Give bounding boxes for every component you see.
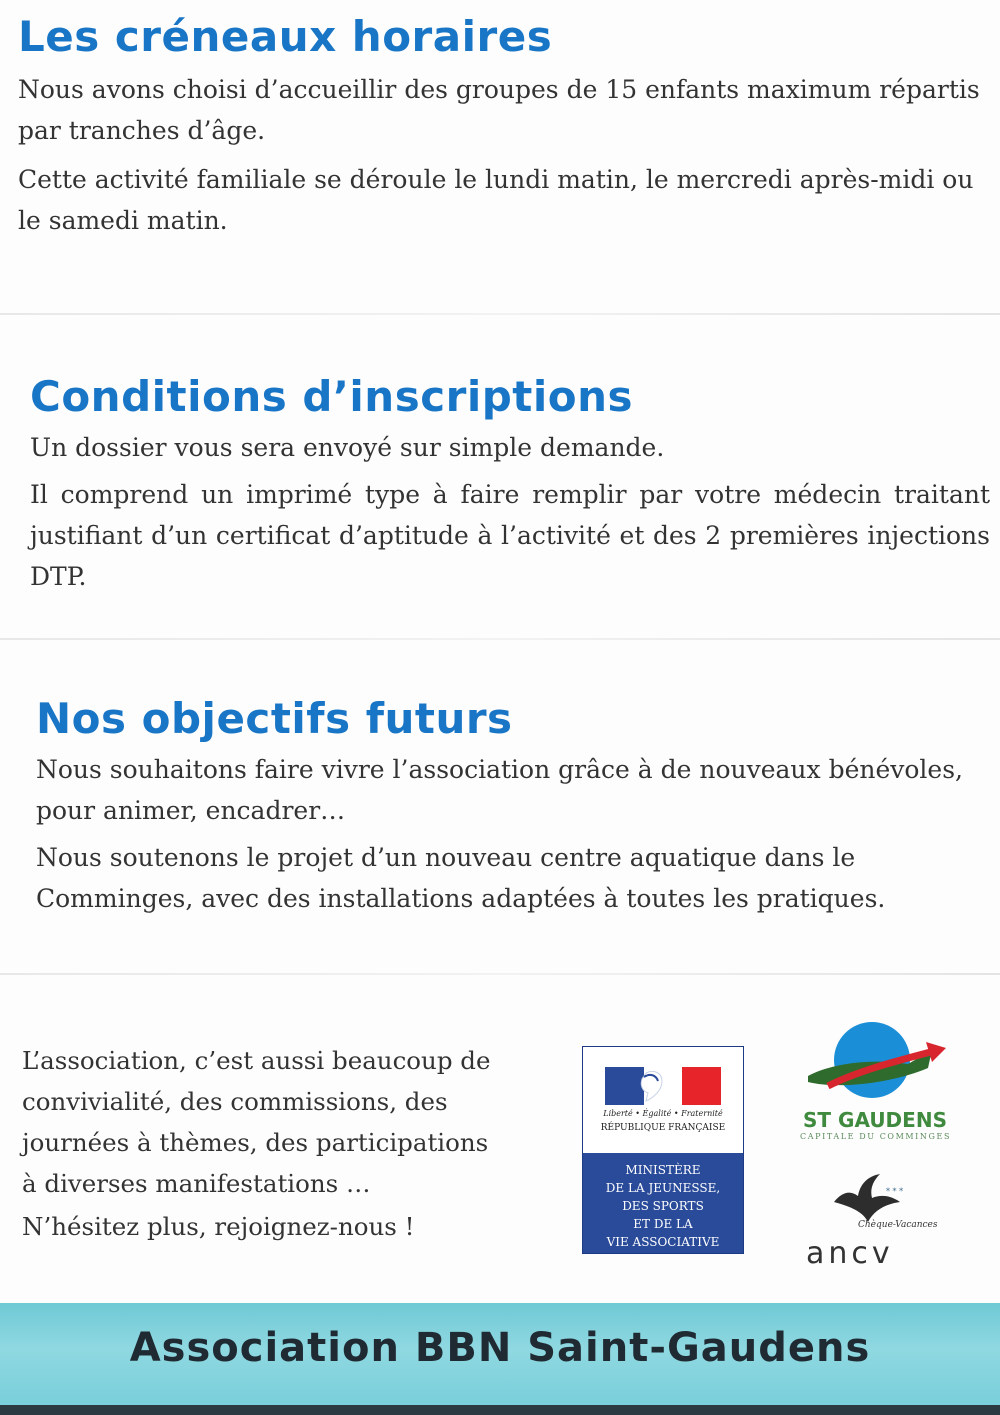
- section-paragraph: Nous souhaitons faire vivre l’association grâce à de nouveaux bénévoles, pour animer, encadrer…: [36, 755, 964, 825]
- saint-gaudens-logo: [800, 1020, 950, 1150]
- section-creneaux: [0, 12, 1000, 241]
- ministere-logo: [582, 1046, 744, 1254]
- ancv-cheque-label: Chèque-Vacances: [858, 1220, 938, 1230]
- saint-gaudens-subtitle: CAPITALE DU COMMINGES: [800, 1132, 952, 1141]
- ministere-line: DES SPORTS: [622, 1199, 704, 1213]
- ancv-logo: [800, 1170, 940, 1280]
- section-paragraph: Cette activité familiale se déroule le lundi matin, le mercredi après-midi ou le samedi matin.: [18, 165, 974, 235]
- ministere-name-block: [583, 1153, 743, 1253]
- closing-line: L’association, c’est aussi beaucoup de: [22, 1046, 491, 1075]
- saint-gaudens-name: ST GAUDENS: [803, 1108, 947, 1132]
- closing-line: N’hésitez plus, rejoignez-nous !: [22, 1212, 415, 1241]
- section-conditions: [0, 372, 1000, 597]
- page-bottom-edge: [0, 1405, 1000, 1415]
- section-paragraph: Nous soutenons le projet d’un nouveau centre aquatique dans le Comminges, avec des installations adaptées à toutes les pratiques.: [36, 843, 886, 913]
- section-objectifs: [0, 694, 1000, 919]
- section-title: Les créneaux horaires: [18, 12, 553, 61]
- closing-line: convivialité, des commissions, des: [22, 1087, 448, 1116]
- section-paragraph: Il comprend un imprimé type à faire remplir par votre médecin traitant justifiant d’un certificat d’aptitude à l’activité et des 2 premières injections DTP.: [30, 480, 990, 591]
- ancv-name: ancv: [806, 1236, 894, 1271]
- section-paragraph: Un dossier vous sera envoyé sur simple demande.: [30, 433, 665, 462]
- footer-banner: [0, 1303, 1000, 1405]
- ministere-line: ET DE LA: [633, 1217, 693, 1231]
- french-flag-icon: [605, 1067, 721, 1105]
- ministere-motto: Liberté • Égalité • Fraternité: [603, 1109, 723, 1118]
- saint-gaudens-emblem-icon: [800, 1020, 950, 1110]
- closing-line: à diverses manifestations …: [22, 1169, 371, 1198]
- marianne-icon: [632, 1067, 671, 1105]
- closing-line: journées à thèmes, des participations: [22, 1128, 489, 1157]
- section-title: Nos objectifs futurs: [36, 694, 513, 743]
- svg-text:* * *: * * *: [886, 1187, 904, 1196]
- section-paragraph: Nous avons choisi d’accueillir des groupes de 15 enfants maximum répartis par tranches d’âge.: [18, 75, 980, 145]
- association-name: Association BBN Saint-Gaudens: [129, 1325, 871, 1371]
- ministere-line: MINISTÈRE: [625, 1163, 701, 1177]
- fold-line: [0, 313, 1000, 315]
- fold-line: [0, 638, 1000, 640]
- ministere-line: DE LA JEUNESSE,: [605, 1181, 721, 1195]
- fold-line: [0, 973, 1000, 975]
- ministere-line: VIE ASSOCIATIVE: [606, 1235, 720, 1249]
- section-title: Conditions d’inscriptions: [30, 372, 634, 421]
- ministere-republique: RÉPUBLIQUE FRANÇAISE: [600, 1123, 726, 1133]
